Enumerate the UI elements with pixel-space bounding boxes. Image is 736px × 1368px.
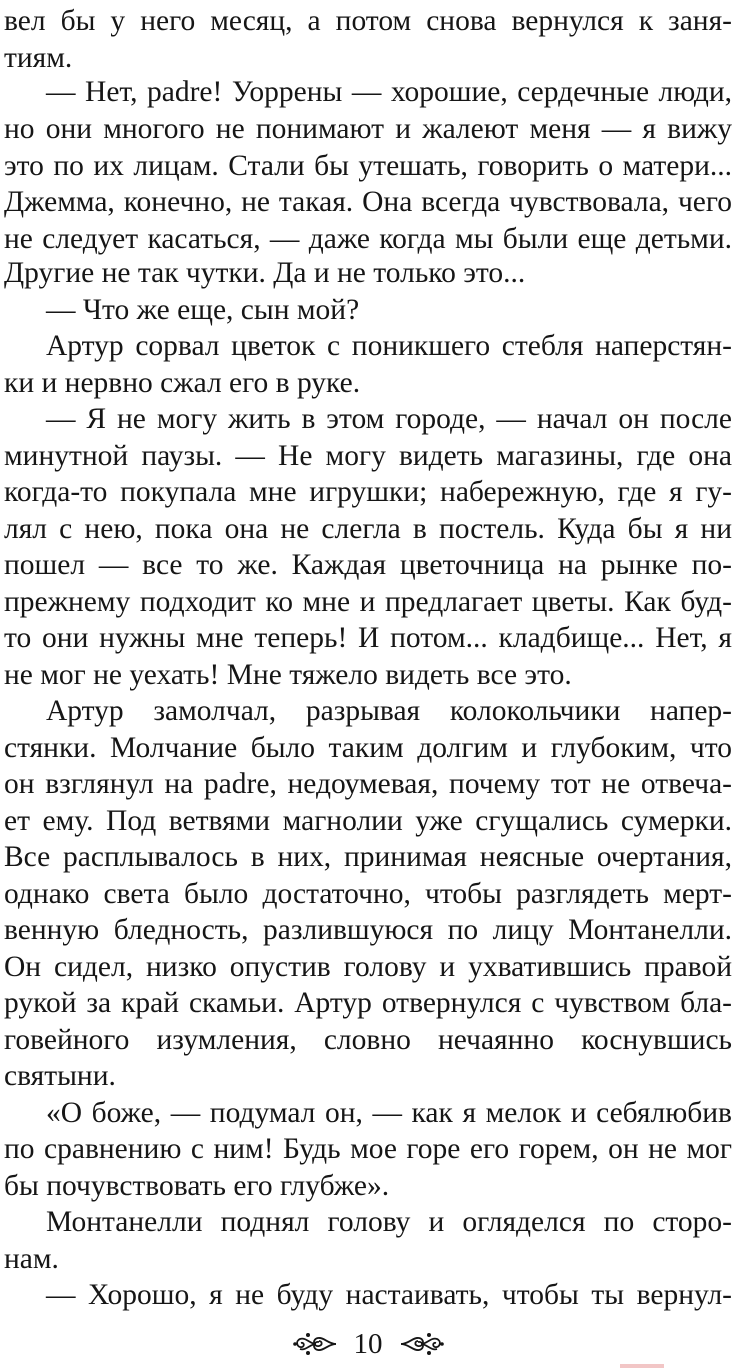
text-line: святыни. bbox=[4, 1060, 116, 1092]
text-line: тиям. bbox=[4, 42, 73, 74]
text-line: это по их лицам. Стали бы утешать, говорить о матери... bbox=[4, 150, 732, 182]
text-line: прежнему подходит ко мне и предлагает цветы. Как буд- bbox=[4, 586, 732, 618]
text-line: не мог не уехать! Мне тяжело видеть все это. bbox=[4, 659, 572, 691]
text-line: однако света было достаточно, чтобы разглядеть мерт- bbox=[4, 878, 732, 910]
text-line: то они нужны мне теперь! И потом... кладбище... Нет, я bbox=[4, 622, 732, 654]
page-footer bbox=[0, 1326, 736, 1362]
text-line: Артур сорвал цветок с поникшего стебля наперстян- bbox=[46, 330, 732, 362]
text-line: бы почувствовать его глубже». bbox=[4, 1170, 390, 1202]
text-line: Он сидел, низко опустив голову и ухватившись правой bbox=[4, 951, 732, 983]
text-line: Другие не так чутки. Да и не только это... bbox=[4, 257, 526, 289]
book-page bbox=[4, 0, 732, 1368]
text-line: — Что же еще, сын мой? bbox=[46, 294, 360, 326]
text-line: — Хорошо, я не буду настаивать, чтобы ты вернул- bbox=[46, 1279, 732, 1311]
text-line: венную бледность, разлившуюся по лицу Монтанелли. bbox=[4, 914, 732, 946]
text-line: не следует касаться, — даже когда мы были еще детьми. bbox=[4, 223, 732, 255]
text-line: Все расплывалось в них, принимая неясные очертания, bbox=[4, 841, 732, 873]
text-line: он взглянул на padre, недоумевая, почему тот не отвеча- bbox=[4, 768, 732, 800]
text-line: когда-то покупала мне игрушки; набережную, где я гу- bbox=[4, 476, 732, 508]
right-ornament-icon bbox=[399, 1329, 445, 1359]
text-line: вел бы у него месяц, а потом снова вернулся к заня- bbox=[4, 5, 732, 37]
page-number: 10 bbox=[353, 1328, 383, 1360]
text-line: Артур замолчал, разрывая колокольчики напер- bbox=[46, 695, 732, 727]
text-line: ки и нервно сжал его в руке. bbox=[4, 367, 361, 399]
text-line: лял с нею, пока она не слегла в постель. Куда бы я ни bbox=[4, 513, 732, 545]
text-line: минутной паузы. — Не могу видеть магазины, где она bbox=[4, 440, 732, 472]
text-line: Джемма, конечно, не такая. Она всегда чувствовала, чего bbox=[4, 186, 732, 218]
left-ornament-icon bbox=[292, 1329, 338, 1359]
text-line: говейного изумления, словно нечаянно коснувшись bbox=[4, 1024, 732, 1056]
text-line: — Я не могу жить в этом городе, — начал он после bbox=[46, 403, 732, 435]
text-line: ет ему. Под ветвями магнолии уже сгущались сумерки. bbox=[4, 805, 732, 837]
text-line: по сравнению с ним! Будь мое горе его горем, он не мог bbox=[4, 1133, 732, 1165]
text-line: «О боже, — подумал он, — как я мелок и себялюбив bbox=[46, 1097, 732, 1129]
text-line: стянки. Молчание было таким долгим и глубоким, что bbox=[4, 732, 732, 764]
text-line: рукой за край скамьи. Артур отвернулся с чувством бла- bbox=[4, 987, 732, 1019]
scan-mark bbox=[620, 1364, 664, 1368]
text-line: — Нет, padre! Уоррены — хорошие, сердечные люди, bbox=[46, 76, 732, 108]
text-line: но они многого не понимают и жалеют меня — я вижу bbox=[4, 113, 732, 145]
text-line: пошел — все то же. Каждая цветочница на рынке по- bbox=[4, 549, 732, 581]
text-line: Монтанелли поднял голову и огляделся по сторо- bbox=[46, 1206, 732, 1238]
text-line: нам. bbox=[4, 1243, 59, 1275]
